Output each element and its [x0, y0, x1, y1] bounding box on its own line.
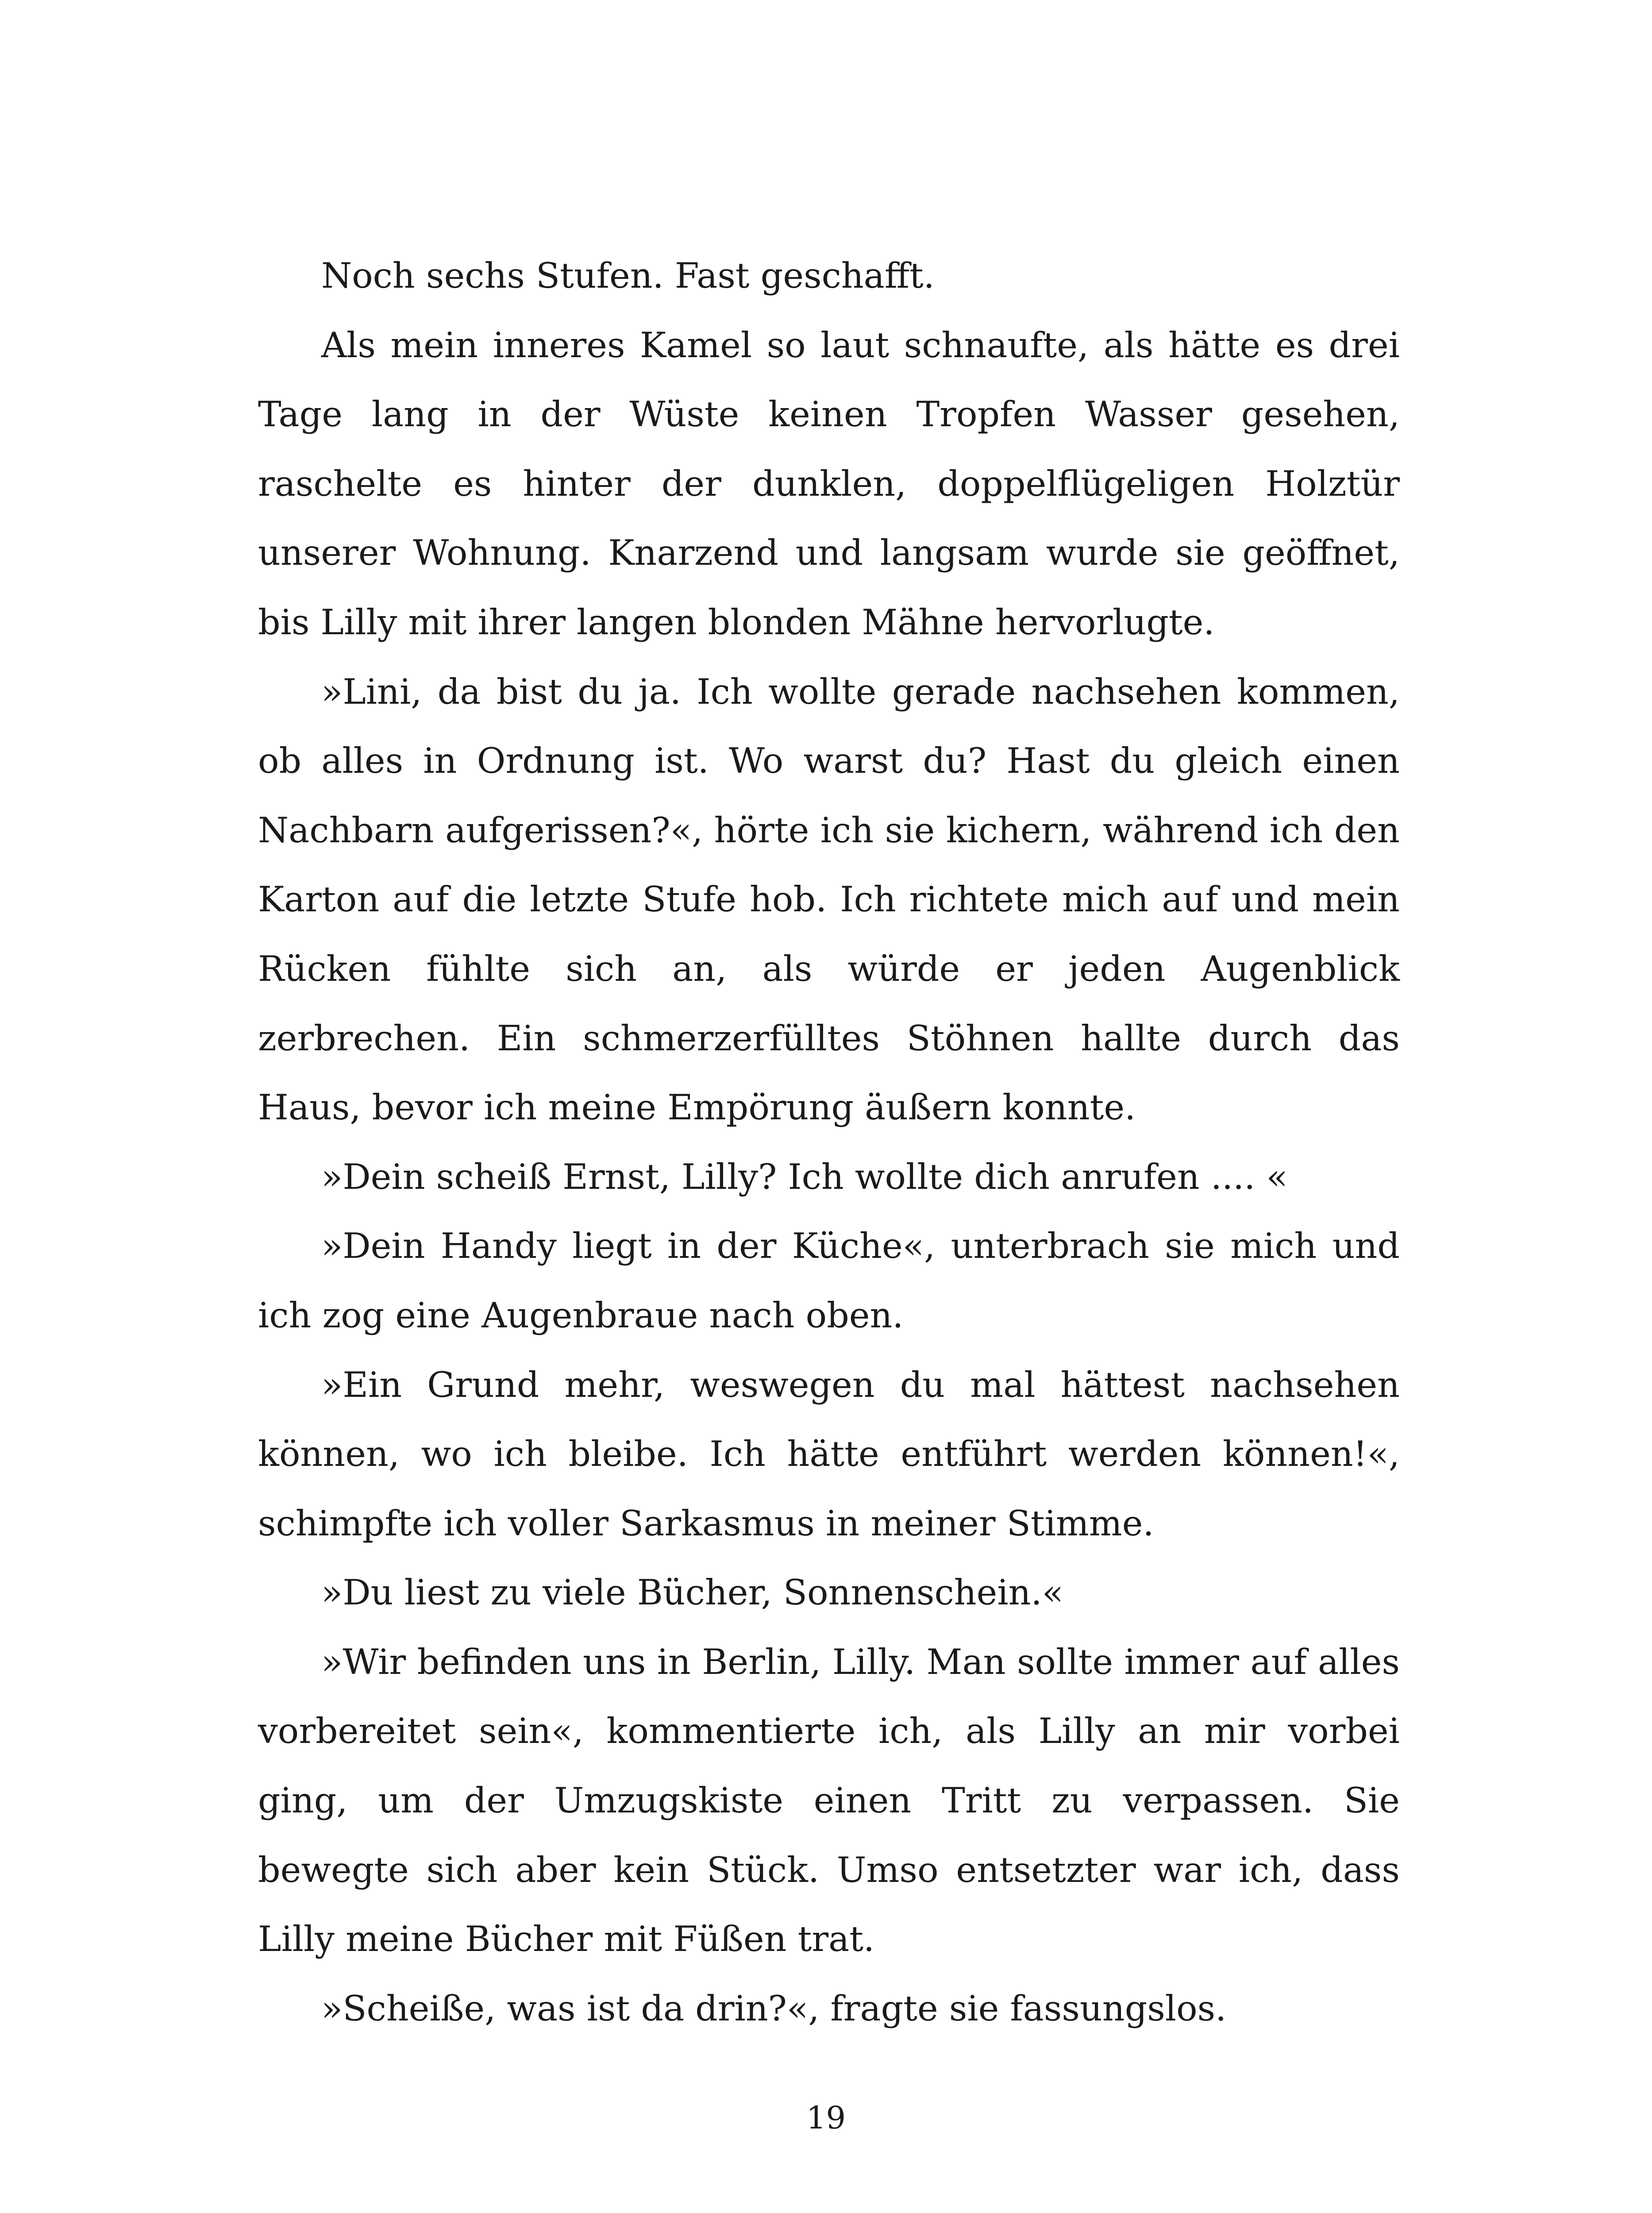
paragraph: »Dein Handy liegt in der Küche«, unterbrach sie mich und ich zog eine Augenbraue nach oben.: [258, 1226, 1400, 1336]
paragraph: »Wir befinden uns in Berlin, Lilly. Man sollte immer auf alles vorbereitet sein«, kommentierte ich, als Lilly an mir vorbei ging, um der Umzugskiste einen Tritt zu verpassen. Sie bewegte sich aber kein Stück. Umso entsetzter war ich, dass Lilly meine Bücher mit Füßen trat.: [258, 1641, 1400, 1960]
paragraph: Als mein inneres Kamel so laut schnaufte, als hätte es drei Tage lang in der Wüste keinen Tropfen Wasser gesehen, raschelte es hinter der dunklen, doppelflügeligen Holztür unserer Wohnung. Knarzend und langsam wurde sie geöffnet, bis Lilly mit ihrer langen blonden Mähne hervorlugte.: [258, 324, 1400, 643]
paragraph: »Scheiße, was ist da drin?«, fragte sie fassungslos.: [321, 1988, 1227, 2029]
paragraph: Noch sechs Stufen. Fast geschafft.: [321, 255, 935, 296]
page-number: 19: [806, 2100, 846, 2136]
paragraph: »Ein Grund mehr, weswegen du mal hättest nachsehen können, wo ich bleibe. Ich hätte entführt werden können!«, schimpfte ich voller Sarkasmus in meiner Stimme.: [258, 1364, 1400, 1544]
paragraph: »Lini, da bist du ja. Ich wollte gerade nachsehen kommen, ob alles in Ordnung ist. Wo warst du? Hast du gleich einen Nachbarn aufgerissen?«, hörte ich sie kichern, während ich den Karton auf die letzte Stufe hob. Ich richtete mich auf und mein Rücken fühlte sich an, als würde er jeden Augenblick zerbrechen. Ein schmerzerfülltes Stöhnen hallte durch das Haus, bevor ich meine Empörung äußern konnte.: [258, 671, 1400, 1128]
paragraph: »Du liest zu viele Bücher, Sonnenschein.«: [321, 1572, 1063, 1613]
body-text: [258, 241, 1400, 2043]
paragraph: »Dein scheiß Ernst, Lilly? Ich wollte dich anrufen .... «: [321, 1156, 1288, 1197]
